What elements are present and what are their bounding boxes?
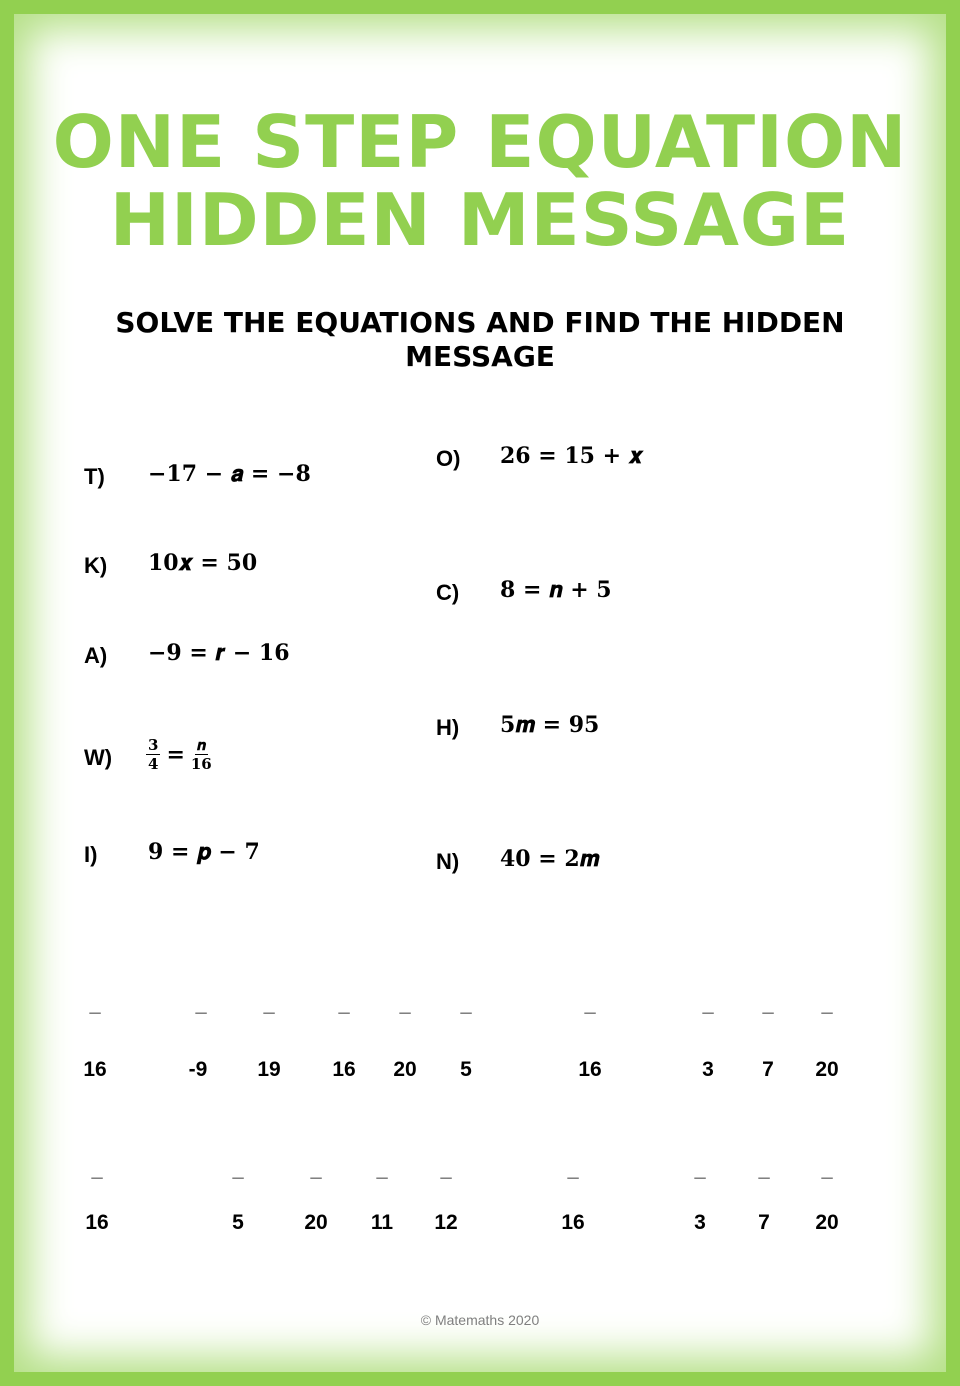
answer-number: -9 (188, 1058, 208, 1081)
answer-blank: _ (460, 994, 472, 1016)
equation-k: 10𝒙 = 50 (148, 550, 258, 576)
equation-c: 8 = 𝒏 + 5 (500, 577, 612, 603)
equation-label-t: T) (84, 464, 105, 489)
answer-number: 16 (332, 1058, 356, 1081)
equation-t: −17 − 𝒂 = −8 (148, 461, 311, 487)
answer-number: 12 (434, 1211, 458, 1234)
fraction-right (191, 736, 212, 773)
title-line-1: ONE STEP EQUATION (52, 100, 908, 184)
answer-number: 16 (83, 1058, 107, 1081)
copyright-footer: © Matemaths 2020 (420, 1312, 540, 1328)
answer-number: 20 (815, 1211, 839, 1234)
answer-blank: _ (440, 1159, 452, 1181)
answer-number: 5 (460, 1058, 472, 1081)
answer-blank: _ (399, 994, 411, 1016)
equation-label-k: K) (84, 553, 108, 578)
fraction-right-denominator: 16 (190, 755, 212, 773)
equals-sign: = (166, 741, 185, 768)
answer-blank: _ (376, 1159, 388, 1181)
answer-number: 11 (370, 1211, 394, 1234)
answer-blank: _ (762, 994, 774, 1016)
answer-number: 20 (304, 1211, 328, 1234)
answer-number: 7 (762, 1058, 774, 1081)
fraction-right-numerator: 𝒏 (196, 736, 206, 754)
answer-blank: _ (232, 1159, 244, 1181)
answer-blank: _ (584, 994, 596, 1016)
answer-blank: _ (702, 994, 714, 1016)
answer-number: 3 (694, 1211, 706, 1234)
answer-number: 16 (578, 1058, 602, 1081)
fraction-left-denominator: 4 (148, 755, 159, 773)
answer-blank: _ (821, 1159, 833, 1181)
answer-number: 3 (702, 1058, 714, 1081)
answer-number: 16 (85, 1211, 109, 1234)
answer-blank: _ (338, 994, 350, 1016)
equation-label-w: W) (84, 745, 113, 770)
equation-o: 26 = 15 + 𝒙 (500, 443, 643, 469)
answer-blank: _ (821, 994, 833, 1016)
equation-a: −9 = 𝒓 − 16 (148, 640, 290, 666)
answer-number: 20 (815, 1058, 839, 1081)
equation-i: 9 = 𝒑 − 7 (148, 839, 260, 865)
answer-blank: _ (310, 1159, 322, 1181)
answer-blank: _ (567, 1159, 579, 1181)
equation-label-c: C) (436, 580, 460, 605)
title-line-2: HIDDEN MESSAGE (109, 178, 851, 262)
answer-number: 5 (232, 1211, 244, 1234)
fraction-left (146, 736, 160, 773)
answer-blank: _ (263, 994, 275, 1016)
equation-label-o: O) (436, 446, 461, 471)
answer-blank: _ (89, 994, 101, 1016)
answer-blank: _ (195, 994, 207, 1016)
equation-label-n: N) (436, 849, 460, 874)
equation-label-h: H) (436, 715, 460, 740)
equation-h: 5𝒎 = 95 (500, 712, 600, 738)
answer-number: 19 (257, 1058, 281, 1081)
answer-number: 7 (758, 1211, 770, 1234)
answer-blank: _ (91, 1159, 103, 1181)
answer-blank: _ (758, 1159, 770, 1181)
answer-number: 16 (561, 1211, 585, 1234)
fraction-left-numerator: 3 (148, 736, 159, 754)
equation-w (146, 736, 212, 773)
answer-blank: _ (694, 1159, 706, 1181)
equation-n: 40 = 2𝒎 (500, 846, 600, 872)
equation-label-a: A) (84, 643, 108, 668)
equation-label-i: I) (84, 842, 98, 867)
answer-number: 20 (393, 1058, 417, 1081)
instructions: SOLVE THE EQUATIONS AND FIND THE HIDDEN MESSAGE (115, 306, 845, 373)
